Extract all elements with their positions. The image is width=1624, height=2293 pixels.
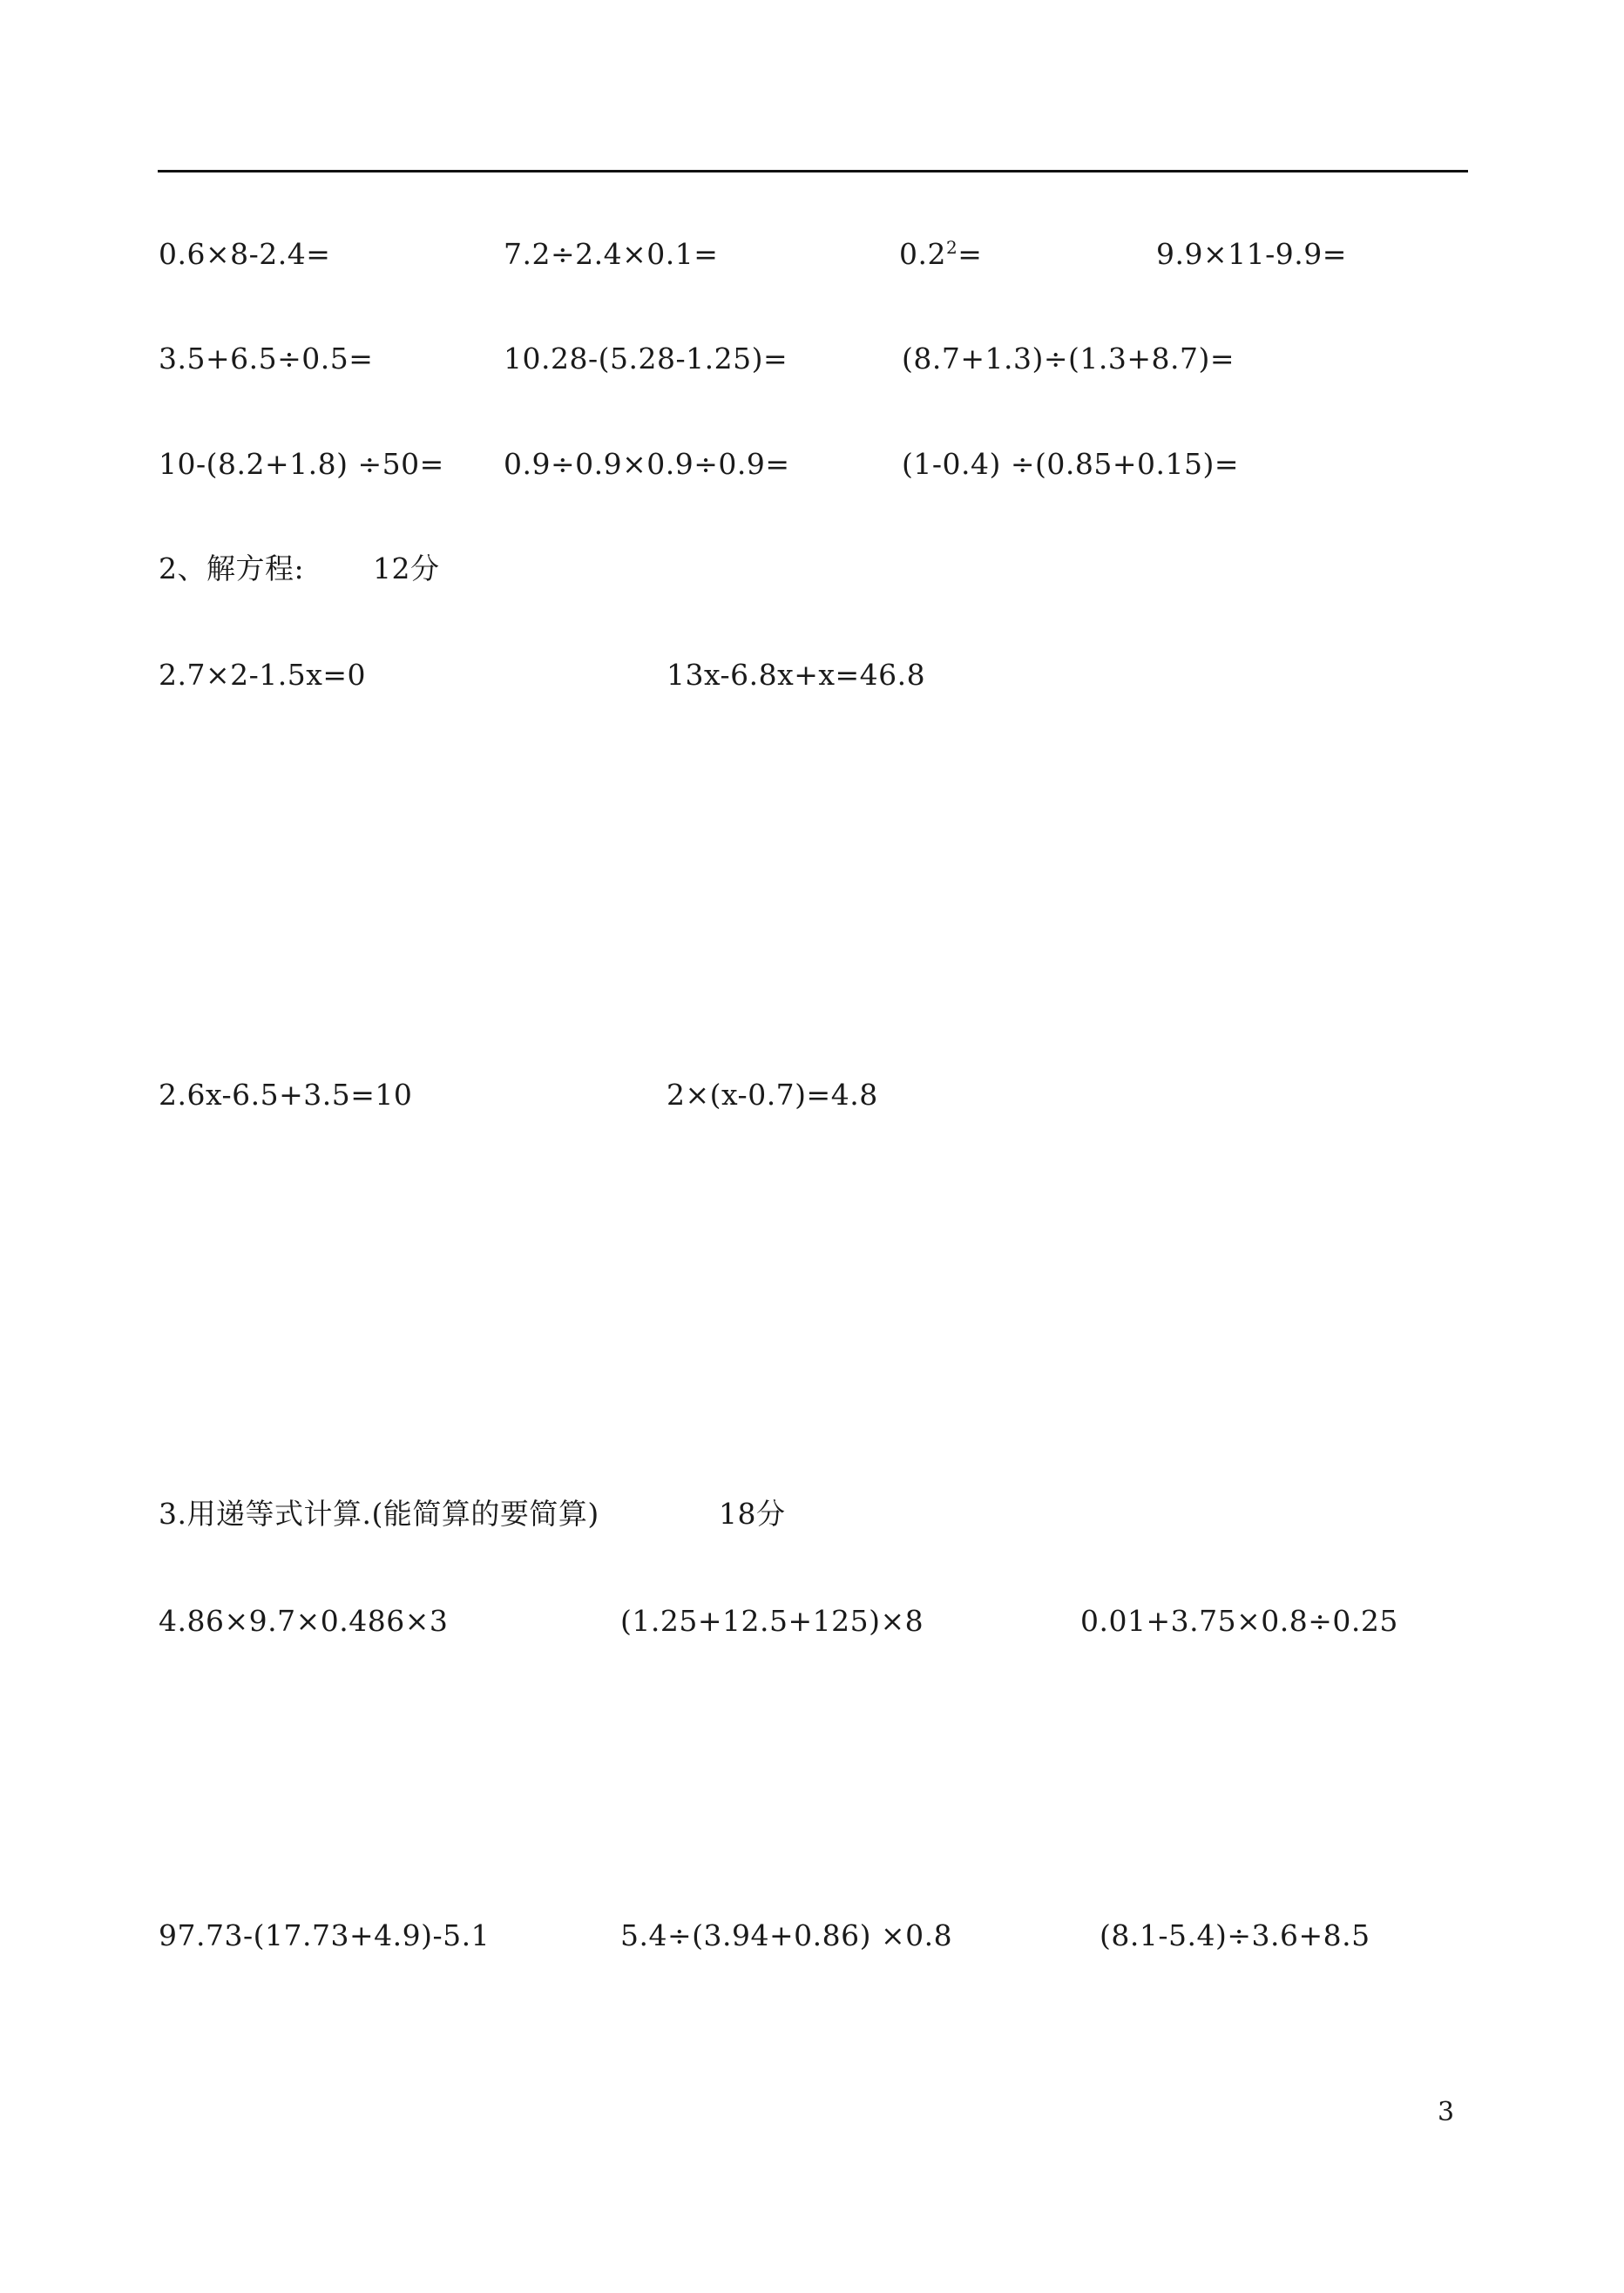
equation-problem: 2.7×2-1.5x=0 [159, 658, 367, 692]
calc-problem: (8.7+1.3)÷(1.3+8.7)= [902, 342, 1235, 375]
square-equals: = [957, 237, 983, 271]
calc-problem: 10.28-(5.28-1.25)= [504, 342, 788, 375]
section-heading: 2、解方程: [159, 551, 305, 585]
calc-problem: 7.2÷2.4×0.1= [504, 237, 719, 271]
equation-problem: 2.6x-6.5+3.5=10 [159, 1078, 413, 1112]
section-points: 12分 [373, 551, 440, 585]
square-base: 0.2 [899, 237, 946, 271]
calc-problem-square [899, 237, 982, 272]
calc-problem: 0.6×8-2.4= [159, 237, 331, 271]
calc-step-problem: 5.4÷(3.94+0.86) ×0.8 [620, 1918, 953, 1952]
calc-step-problem: (1.25+12.5+125)×8 [620, 1604, 924, 1638]
calc-step-problem: 0.01+3.75×0.8÷0.25 [1080, 1604, 1398, 1638]
calc-problem: 10-(8.2+1.8) ÷50= [159, 447, 444, 481]
calc-problem: 0.9÷0.9×0.9÷0.9= [504, 447, 790, 481]
page-number: 3 [1438, 2097, 1455, 2127]
equation-problem: 2×(x-0.7)=4.8 [667, 1078, 878, 1112]
calc-step-problem: 97.73-(17.73+4.9)-5.1 [159, 1918, 491, 1952]
section-heading: 3.用递等式计算.(能简算的要简算) [159, 1497, 599, 1531]
section-points: 18分 [719, 1497, 786, 1531]
equation-problem: 13x-6.8x+x=46.8 [667, 658, 926, 692]
calc-problem: (1-0.4) ÷(0.85+0.15)= [902, 447, 1240, 481]
calc-step-problem: 4.86×9.7×0.486×3 [159, 1604, 449, 1638]
square-exponent: 2 [945, 237, 958, 258]
header-rule [158, 170, 1468, 172]
calc-problem: 9.9×11-9.9= [1156, 237, 1347, 271]
calc-step-problem: (8.1-5.4)÷3.6+8.5 [1100, 1918, 1370, 1952]
calc-problem: 3.5+6.5÷0.5= [159, 342, 374, 375]
